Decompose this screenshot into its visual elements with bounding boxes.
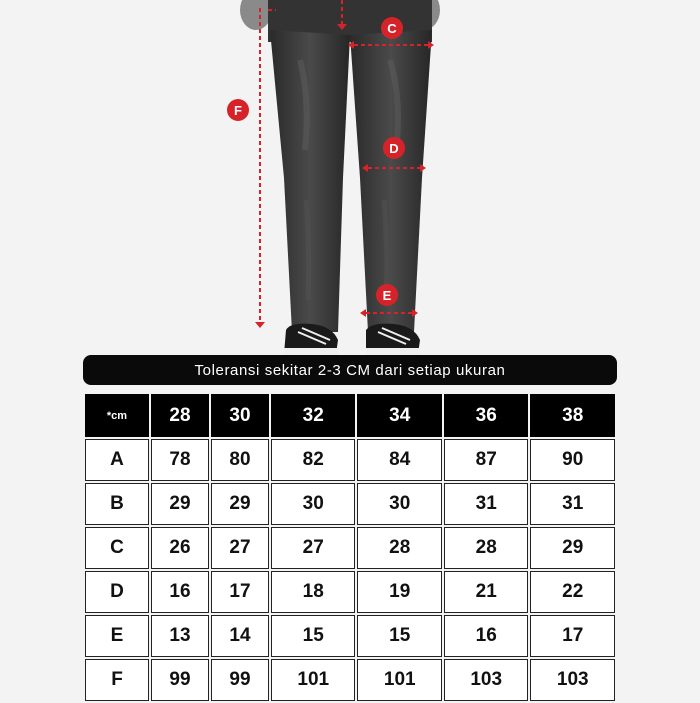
table-cell: 13 [151, 615, 209, 657]
table-cell: 27 [211, 527, 269, 569]
table-row [85, 527, 615, 569]
unit-label: *cm [85, 394, 149, 437]
table-cell: 30 [357, 483, 441, 525]
marker-e [376, 284, 398, 306]
table-cell: 17 [530, 615, 615, 657]
marker-e-label: E [382, 288, 392, 303]
left-hand [240, 0, 272, 30]
size-header: 34 [357, 394, 441, 437]
table-cell: 26 [151, 527, 209, 569]
marker-c-label: C [387, 21, 397, 36]
size-header-row [85, 394, 615, 437]
table-cell: 80 [211, 439, 269, 481]
table-row [85, 439, 615, 481]
table-cell: 29 [211, 483, 269, 525]
table-cell: 30 [271, 483, 355, 525]
table-cell: 87 [444, 439, 528, 481]
row-label: E [85, 615, 149, 657]
table-row [85, 571, 615, 613]
size-header: 36 [444, 394, 528, 437]
table-cell: 31 [444, 483, 528, 525]
table-cell: 90 [530, 439, 615, 481]
marker-c [381, 17, 403, 39]
size-header: 38 [530, 394, 615, 437]
size-header: 32 [271, 394, 355, 437]
table-cell: 28 [357, 527, 441, 569]
size-header: 30 [211, 394, 269, 437]
table-cell: 31 [530, 483, 615, 525]
table-cell: 84 [357, 439, 441, 481]
table-cell: 99 [151, 659, 209, 701]
table-cell: 99 [211, 659, 269, 701]
table-cell: 22 [530, 571, 615, 613]
marker-d-label: D [389, 141, 399, 156]
table-cell: 16 [151, 571, 209, 613]
row-label: D [85, 571, 149, 613]
table-cell: 29 [151, 483, 209, 525]
marker-f-label: F [234, 103, 242, 118]
table-cell: 28 [444, 527, 528, 569]
table-cell: 14 [211, 615, 269, 657]
table-cell: 103 [444, 659, 528, 701]
size-chart-table [83, 392, 617, 703]
table-cell: 27 [271, 527, 355, 569]
row-label: B [85, 483, 149, 525]
table-cell: 103 [530, 659, 615, 701]
table-cell: 15 [357, 615, 441, 657]
table-cell: 78 [151, 439, 209, 481]
table-cell: 101 [357, 659, 441, 701]
marker-f [227, 99, 249, 121]
row-label: F [85, 659, 149, 701]
table-cell: 29 [530, 527, 615, 569]
table-row [85, 659, 615, 701]
table-cell: 18 [271, 571, 355, 613]
table-cell: 17 [211, 571, 269, 613]
table-cell: 101 [271, 659, 355, 701]
tolerance-banner: Toleransi sekitar 2-3 CM dari setiap ukuran [83, 355, 617, 385]
table-cell: 19 [357, 571, 441, 613]
table-row [85, 615, 615, 657]
table-cell: 16 [444, 615, 528, 657]
table-cell: 15 [271, 615, 355, 657]
table-cell: 82 [271, 439, 355, 481]
marker-d [383, 137, 405, 159]
table-row [85, 483, 615, 525]
row-label: C [85, 527, 149, 569]
size-header: 28 [151, 394, 209, 437]
table-cell: 21 [444, 571, 528, 613]
row-label: A [85, 439, 149, 481]
